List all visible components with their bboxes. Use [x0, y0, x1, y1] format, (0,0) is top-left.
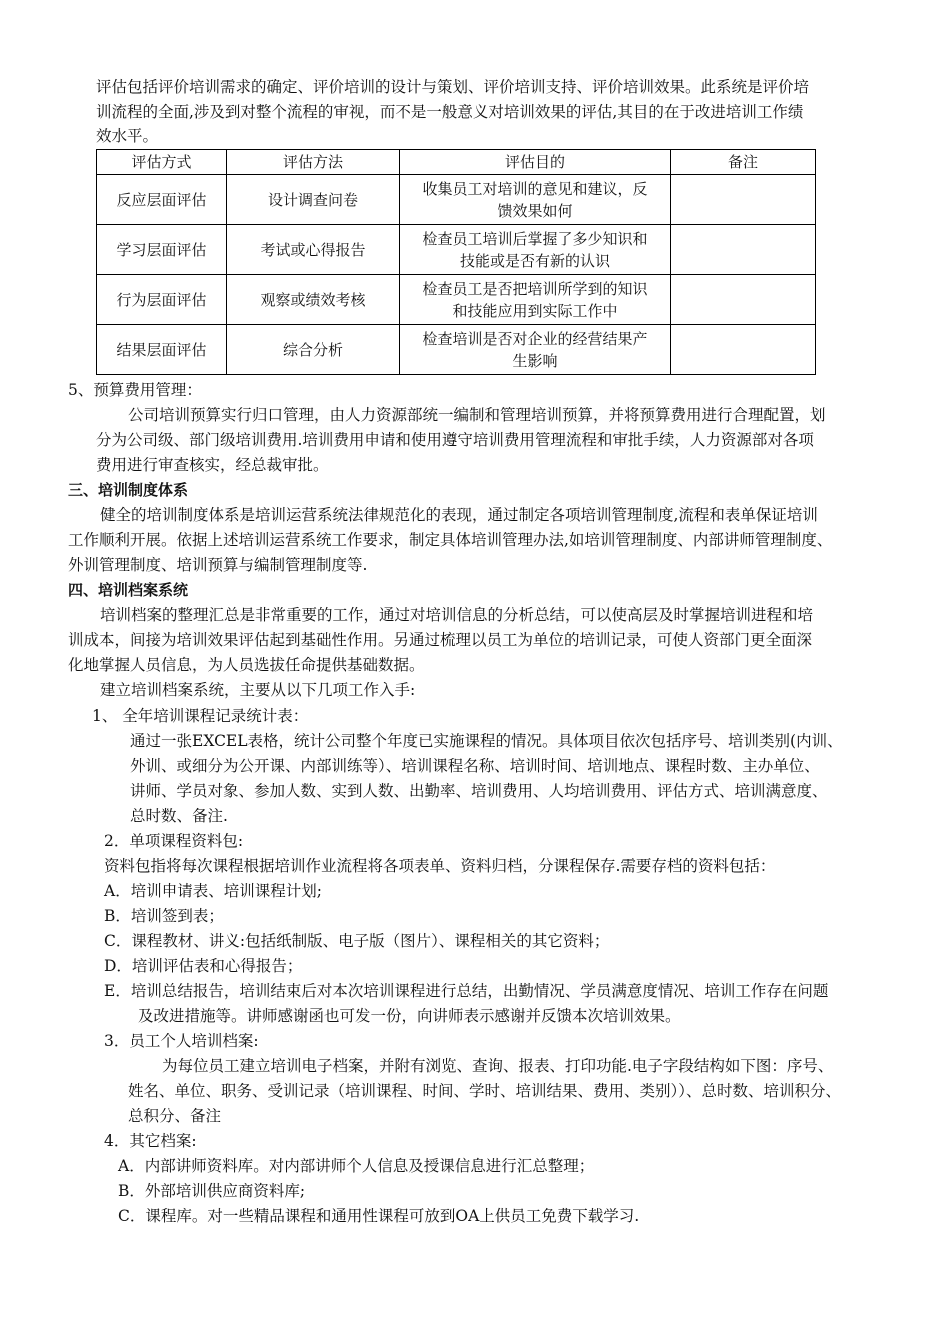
- table-header-row: [97, 150, 816, 175]
- section4-heading: 四、培训档案系统: [68, 581, 189, 599]
- item1-line-3: 讲师、学员对象、参加人数、实到人数、出勤率、培训费用、人均培训费用、评估方式、培训满意度、: [130, 782, 828, 800]
- cell-note: [671, 225, 816, 275]
- item1-line-1: 通过一张EXCEL表格，统计公司整个年度已实施课程的情况。具体项目依次包括序号、培训类别(内训、: [130, 732, 843, 750]
- budget-line-2: 分为公司级、部门级培训费用.培训费用申请和使用遵守培训费用管理流程和审批手续，人力资源部对各项: [96, 431, 814, 449]
- intro-line-1: 评估包括评价培训需求的确定、评价培训的设计与策划、评价培训支持、评价培训效果。此系统是评价培: [96, 78, 810, 96]
- item1-heading: 1、 全年培训课程记录统计表：: [92, 707, 309, 725]
- section4-line-2: 训成本，间接为培训效果评估起到基础性作用。另通过梳理以员工为单位的培训记录，可使人资部门更全面深: [68, 631, 813, 649]
- item1-line-2: 外训、或细分为公开课、内部训练等）、培训课程名称、培训时间、培训地点、课程时数、主办单位、: [130, 757, 820, 775]
- cell-mode: 反应层面评估: [97, 175, 227, 225]
- item3-line-2: 姓名、单位、职务、受训记录（培训课程、时间、学时、培训结果、费用、类别））、总时数、培训积分、: [128, 1082, 842, 1100]
- cell-purpose: [400, 175, 671, 225]
- cell-note: [671, 175, 816, 225]
- cell-mode: 学习层面评估: [97, 225, 227, 275]
- item2-e-line-1: E．培训总结报告，培训结束后对本次培训课程进行总结，出勤情况、学员满意度情况、培训工作存在问题: [104, 982, 829, 1000]
- table-row: [97, 275, 816, 325]
- section3-line-3: 外训管理制度、培训预算与编制管理制度等.: [68, 556, 368, 574]
- item4-heading: 4．其它档案:: [104, 1132, 197, 1150]
- item2-desc: 资料包指将每次课程根据培训作业流程将各项表单、资料归档，分课程保存.需要存档的资料包括：: [104, 857, 776, 875]
- header-purpose: 评估目的: [400, 150, 671, 175]
- section3-line-2: 工作顺利开展。依据上述培训运营系统工作要求，制定具体培训管理办法,如培训管理制度、内部讲师管理制度、: [68, 531, 833, 549]
- purpose-line: 生影响: [512, 351, 558, 370]
- section3-line-1: 健全的培训制度体系是培训运营系统法律规范化的表现，通过制定各项培训管理制度,流程和表单保证培训: [100, 506, 818, 524]
- cell-mode: 行为层面评估: [97, 275, 227, 325]
- item2-b: B．培训签到表；: [104, 907, 224, 925]
- cell-method: 观察或绩效考核: [227, 275, 400, 325]
- section4-line-1: 培训档案的整理汇总是非常重要的工作，通过对培训信息的分析总结，可以使高层及时掌握培训进程和培: [100, 606, 814, 624]
- item3-line-1: 为每位员工建立培训电子档案，并附有浏览、查询、报表、打印功能.电子字段结构如下图：序号、: [162, 1057, 834, 1075]
- purpose-line: 馈效果如何: [497, 201, 573, 220]
- item2-a: A．培训申请表、培训课程计划;: [104, 882, 322, 900]
- purpose-line: 和技能应用到实际工作中: [452, 301, 618, 320]
- item3-line-3: 总积分、备注: [128, 1107, 222, 1125]
- budget-heading: 5、预算费用管理：: [68, 381, 202, 399]
- cell-purpose: [400, 325, 671, 375]
- table-row: [97, 225, 816, 275]
- header-mode: 评估方式: [97, 150, 227, 175]
- item2-heading: 2．单项课程资料包:: [104, 832, 244, 850]
- cell-mode: 结果层面评估: [97, 325, 227, 375]
- section3-heading: 三、培训制度体系: [68, 481, 189, 499]
- purpose-line: 收集员工对培训的意见和建议，反: [422, 179, 648, 198]
- cell-method: 综合分析: [227, 325, 400, 375]
- budget-line-3: 费用进行审查核实，经总裁审批。: [96, 456, 329, 474]
- item4-c: C．课程库。对一些精品课程和通用性课程可放到OA上供员工免费下载学习.: [118, 1207, 640, 1225]
- purpose-line: 检查员工培训后掌握了多少知识和: [422, 229, 648, 248]
- cell-method: 设计调查问卷: [227, 175, 400, 225]
- item2-d: D．培训评估表和心得报告；: [104, 957, 303, 975]
- intro-line-2: 训流程的全面,涉及到对整个流程的审视，而不是一般意义对培训效果的评估,其目的在于改进培训工作绩: [96, 103, 804, 121]
- item1-line-4: 总时数、备注.: [130, 807, 228, 825]
- cell-note: [671, 325, 816, 375]
- budget-line-1: 公司培训预算实行归口管理，由人力资源部统一编制和管理培训预算，并将预算费用进行合理配置，划: [128, 406, 826, 424]
- item4-b: B．外部培训供应商资料库;: [118, 1182, 306, 1200]
- section4-intro: 建立培训档案系统，主要从以下几项工作入手:: [100, 681, 416, 699]
- section4-line-3: 化地掌握人员信息，为人员选拔任命提供基础数据。: [68, 656, 425, 674]
- purpose-line: 检查员工是否把培训所学到的知识: [422, 279, 648, 298]
- cell-note: [671, 275, 816, 325]
- header-method: 评估方法: [227, 150, 400, 175]
- intro-line-3: 效水平。: [96, 127, 159, 145]
- purpose-line: 检查培训是否对企业的经营结果产: [422, 329, 648, 348]
- item2-e-line-2: 及改进措施等。讲师感谢函也可发一份，向讲师表示感谢并反馈本次培训效果。: [138, 1007, 681, 1025]
- cell-method: 考试或心得报告: [227, 225, 400, 275]
- header-note: 备注: [671, 150, 816, 175]
- cell-purpose: [400, 225, 671, 275]
- item3-heading: 3．员工个人培训档案:: [104, 1032, 259, 1050]
- table-row: [97, 175, 816, 225]
- purpose-line: 技能或是否有新的认识: [459, 251, 610, 270]
- table-row: [97, 325, 816, 375]
- cell-purpose: [400, 275, 671, 325]
- evaluation-table: [96, 149, 816, 375]
- item2-c: C．课程教材、讲义:包括纸制版、电子版（图片）、课程相关的其它资料；: [104, 932, 610, 950]
- item4-a: A．内部讲师资料库。对内部讲师个人信息及授课信息进行汇总整理；: [118, 1157, 595, 1175]
